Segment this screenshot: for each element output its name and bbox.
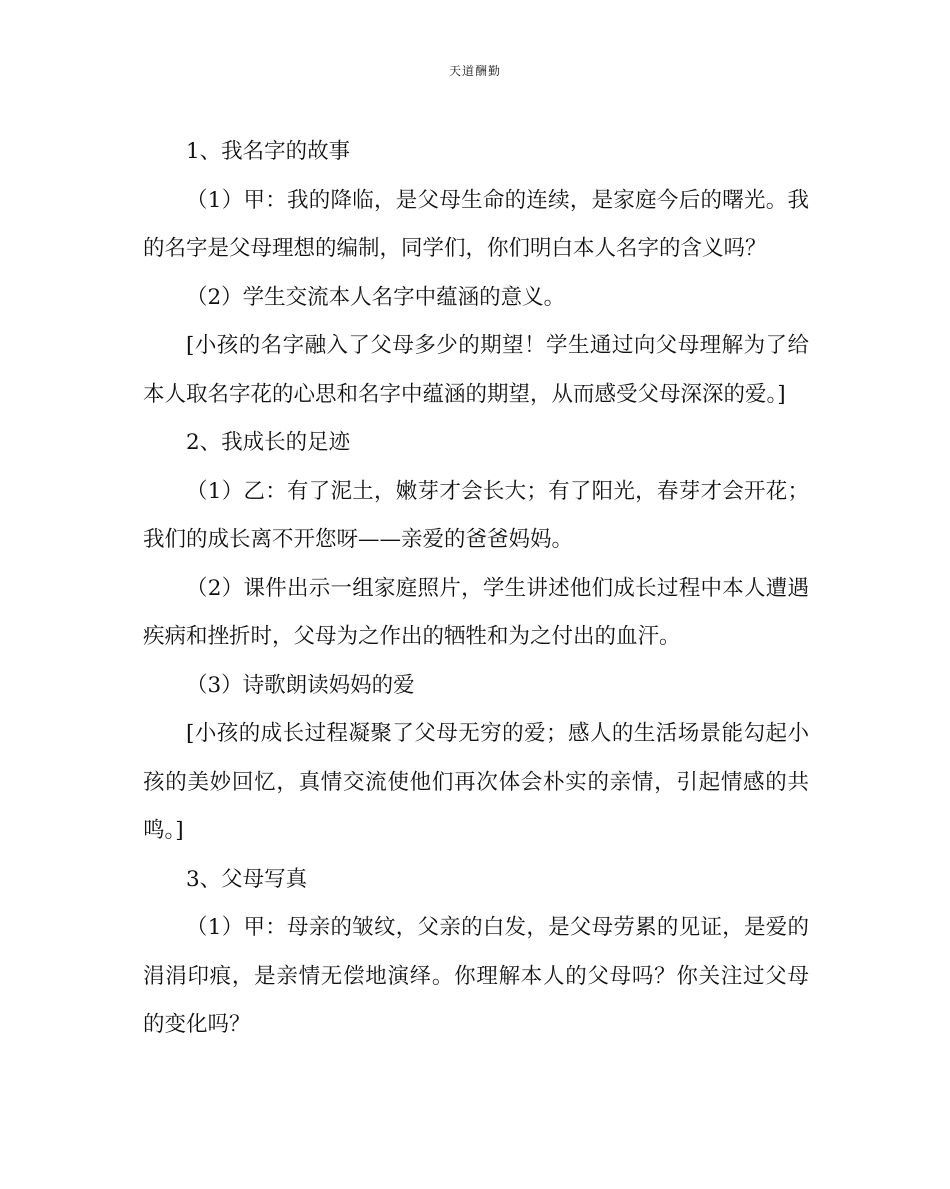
paragraph-note: [小孩的成长过程凝聚了父母无穷的爱；感人的生活场景能勾起小孩的美妙回忆，真情交流使他们再次体会朴实的亲情，引起情感的共鸣。] <box>143 721 809 843</box>
page-header: 天道酬勤 <box>448 64 501 78</box>
paragraph-note: [小孩的名字融入了父母多少的期望！学生通过向父母理解为了给本人取名字花的心思和名字中蕴涵的期望，从而感受父母深深的爱。] <box>143 333 809 407</box>
paragraph: （2）学生交流本人名字中蕴涵的意义。 <box>186 284 566 310</box>
section-heading-2: 2、我成长的足迹 <box>186 430 351 455</box>
paragraph: （2）课件出示一组家庭照片，学生讲述他们成长过程中本人遭遇疾病和挫折时，父母为之作出的牺牲和为之付出的血汗。 <box>143 575 809 649</box>
paragraph: （1）乙：有了泥土，嫩芽才会长大；有了阳光，春芽才会开花；我们的成长离不开您呀——亲爱的爸爸妈妈。 <box>143 478 809 552</box>
section-heading-1: 1、我名字的故事 <box>186 139 351 164</box>
paragraph: （1）甲：我的降临，是父母生命的连续，是家庭今后的曙光。我的名字是父母理想的编制，同学们，你们明白本人名字的含义吗？ <box>143 187 809 261</box>
document-body <box>143 128 809 1050</box>
paragraph: （3）诗歌朗读妈妈的爱 <box>186 672 415 698</box>
paragraph: （1）甲：母亲的皱纹，父亲的白发，是父母劳累的见证，是爱的涓涓印痕，是亲情无偿地演绎。你理解本人的父母吗？你关注过父母的变化吗？ <box>143 915 809 1037</box>
section-heading-3: 3、父母写真 <box>186 866 308 892</box>
